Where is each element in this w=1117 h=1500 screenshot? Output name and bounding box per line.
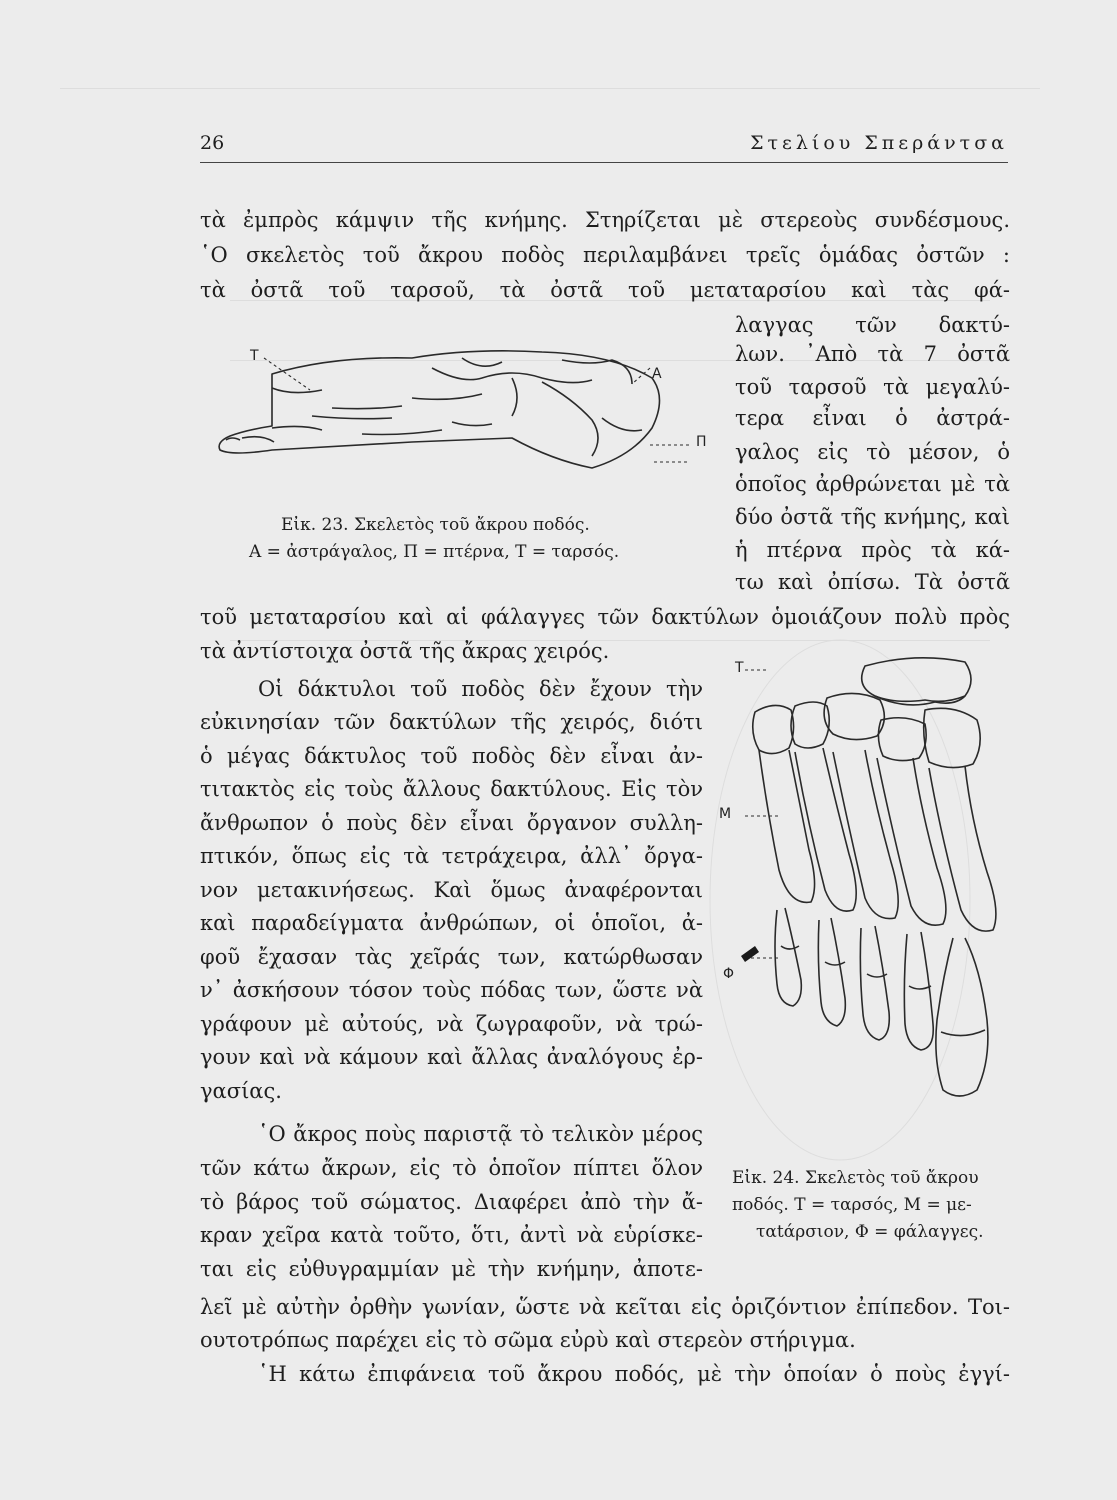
text-line: ν᾿ ἀσκήσουν τόσον τοὺς πόδας των, ὥστε νὰ bbox=[200, 978, 703, 1002]
text-line: ὁ μέγας δάκτυλος τοῦ ποδὸς δὲν εἶναι ἀν- bbox=[200, 744, 703, 768]
figure-24-caption-line1: Εἰκ. 24. Σκελετὸς τοῦ ἄκρου bbox=[732, 1168, 979, 1188]
text-line: γράφουν μὲ αὐτούς, νὰ ζωγραφοῦν, νὰ τρώ- bbox=[200, 1012, 703, 1036]
text-line: φοῦ ἔχασαν τὰς χεῖράς των, κατώρθωσαν bbox=[200, 945, 703, 969]
text-line: πτικόν, ὅπως εἰς τὰ τετράχειρα, ἀλλ᾿ ὄργα- bbox=[200, 844, 703, 868]
text-line: τιτακτὸς εἰς τοὺς ἄλλους δακτύλους. Εἰς τὸν bbox=[200, 777, 703, 801]
foot-side-drawing bbox=[212, 338, 712, 498]
text-line: ῾Ο σκελετὸς τοῦ ἄκρου ποδὸς περιλαμβάνει τρεῖς ὁμάδας ὀστῶν : bbox=[200, 243, 1010, 267]
figure-23-foot-side-view bbox=[212, 338, 712, 498]
text-line: γαλος εἰς τὸ μέσον, ὁ bbox=[735, 440, 1010, 464]
text-line: ται εἰς εὐθυγραμμίαν μὲ τὴν κνήμην, ἀποτε- bbox=[200, 1257, 703, 1281]
label-F: Φ bbox=[723, 966, 735, 982]
text-line: κραν χεῖρα κατὰ τοῦτο, ὅτι, ἀντὶ νὰ εὑρίσκε- bbox=[200, 1223, 703, 1247]
text-line: καὶ παραδείγματα ἀνθρώπων, οἱ ὁποῖοι, ἀ- bbox=[200, 911, 703, 935]
figure-24-caption-line2: ποδός. Τ = ταρσός, Μ = με- bbox=[732, 1195, 972, 1215]
text-line: γουν καὶ νὰ κάμουν καὶ ἄλλας ἀναλόγους ἐρ- bbox=[200, 1045, 703, 1069]
page-header bbox=[200, 132, 1008, 160]
text-line: τερα εἶναι ὁ ἀστρά- bbox=[735, 406, 1010, 430]
text-line: ἡ πτέρνα πρὸς τὰ κά- bbox=[735, 538, 1010, 562]
text-line: γασίας. bbox=[200, 1079, 282, 1103]
text-line: τω καὶ ὀπίσω. Τὰ ὀστᾶ bbox=[735, 570, 1010, 594]
header-rule bbox=[200, 162, 1008, 163]
page-number: 26 bbox=[200, 132, 225, 154]
label-T: Τ bbox=[250, 348, 259, 364]
figure-24-foot-top-view bbox=[715, 640, 1005, 1105]
text-line: ἄνθρωπον ὁ ποὺς δὲν εἶναι ὄργανον συλλη- bbox=[200, 811, 703, 835]
text-line: λεῖ μὲ αὐτὴν ὀρθὴν γωνίαν, ὥστε νὰ κεῖται εἰς ὁριζόντιον ἐπίπεδον. Τοι- bbox=[200, 1295, 1010, 1319]
running-title: Στελίου Σπεράντσα bbox=[750, 132, 1008, 154]
figure-23-caption-line1: Εἰκ. 23. Σκελετὸς τοῦ ἄκρου ποδός. bbox=[281, 515, 590, 535]
label-T: Τ bbox=[735, 660, 744, 676]
figure-23-caption-line2: Α = ἀστράγαλος, Π = πτέρνα, Τ = ταρσός. bbox=[249, 542, 620, 562]
text-line: εὐκινησίαν τῶν δακτύλων τῆς χειρός, διότι bbox=[200, 710, 703, 734]
text-line: τὸ βάρος τοῦ σώματος. Διαφέρει ἀπὸ τὴν ἄ- bbox=[200, 1190, 703, 1214]
text-line: Οἱ δάκτυλοι τοῦ ποδὸς δὲν ἔχουν τὴν bbox=[258, 677, 703, 701]
text-line: ουτοτρόπως παρέχει εἰς τὸ σῶμα εὐρὺ καὶ στερεὸν στήριγμα. bbox=[200, 1328, 856, 1352]
text-line: τὰ ἀντίστοιχα ὀστᾶ τῆς ἄκρας χειρός. bbox=[200, 639, 610, 663]
text-line: ῾Η κάτω ἐπιφάνεια τοῦ ἄκρου ποδός, μὲ τὴν ὁποίαν ὁ ποὺς ἐγγί- bbox=[258, 1362, 1010, 1386]
text-line: τὰ ἐμπρὸς κάμψιν τῆς κνήμης. Στηρίζεται μὲ στερεοὺς συνδέσμους. bbox=[200, 208, 1010, 232]
text-line: λαγγας τῶν δακτύ- bbox=[735, 313, 1010, 337]
label-P: Π bbox=[696, 434, 707, 450]
text-line: λων. ᾿Απὸ τὰ 7 ὀστᾶ bbox=[735, 342, 1010, 366]
text-line: τῶν κάτω ἄκρων, εἰς τὸ ὁποῖον πίπτει ὅλον bbox=[200, 1156, 703, 1180]
text-line: τοῦ μεταταρσίου καὶ αἱ φάλαγγες τῶν δακτύλων ὁμοιάζουν πολὺ πρὸς bbox=[200, 605, 1010, 629]
text-line: δύο ὀστᾶ τῆς κνήμης, καὶ bbox=[735, 505, 1010, 529]
text-line: ὁποῖος ἀρθρώνεται μὲ τὰ bbox=[735, 472, 1010, 496]
figure-24-caption-line3: ταtάρσιον, Φ = φάλαγγες. bbox=[756, 1222, 984, 1242]
text-line: τὰ ὀστᾶ τοῦ ταρσοῦ, τὰ ὀστᾶ τοῦ μεταταρσίου καὶ τὰς φά- bbox=[200, 278, 1010, 302]
text-line: νον μετακινήσεως. Καὶ ὅμως ἀναφέρονται bbox=[200, 878, 703, 902]
label-A: Α bbox=[652, 366, 662, 382]
text-line: τοῦ ταρσοῦ τὰ μεγαλύ- bbox=[735, 375, 1010, 399]
foot-top-drawing bbox=[715, 640, 1005, 1105]
text-line: ῾Ο ἄκρος ποὺς παριστᾷ τὸ τελικὸν μέρος bbox=[258, 1122, 703, 1146]
label-M: Μ bbox=[719, 806, 732, 822]
